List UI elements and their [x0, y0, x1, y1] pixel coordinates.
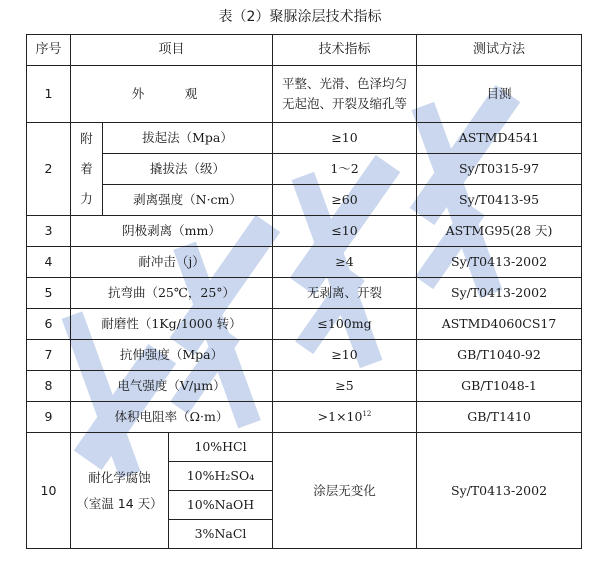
spec-line: 无起泡、开裂及缩孔等 [282, 96, 408, 111]
item-cell: 撬拔法（级） [103, 154, 273, 185]
table-row [27, 247, 582, 278]
spec-cell: 1～2 [273, 154, 417, 185]
spec-cell: ≥60 [273, 185, 417, 216]
table-row [27, 433, 582, 462]
seq-cell: 1 [27, 66, 71, 123]
method-cell: GB/T1410 [417, 402, 582, 433]
spec-exponent: 12 [362, 410, 372, 419]
header-spec: 技术指标 [273, 35, 417, 66]
table-row [27, 185, 582, 216]
method-cell: ASTMG95(28 天) [417, 216, 582, 247]
method-cell: Sy/T0413-2002 [417, 433, 582, 549]
seq-cell: 4 [27, 247, 71, 278]
spec-cell: ≥10 [273, 123, 417, 154]
seq-cell: 9 [27, 402, 71, 433]
spec-cell [273, 66, 417, 123]
item-cell: 抗伸强度（Mpa） [71, 340, 273, 371]
seq-cell: 8 [27, 371, 71, 402]
chemical-cell: 10%HCl [169, 433, 273, 462]
method-cell: ASTMD4060CS17 [417, 309, 582, 340]
table-row [27, 402, 582, 433]
group-char: 着 [80, 161, 93, 176]
group-label-adhesion [71, 123, 103, 216]
item-cell: 耐磨性（1Kg/1000 转） [71, 309, 273, 340]
seq-cell: 10 [27, 433, 71, 549]
item-cell: 阴极剥离（mm） [71, 216, 273, 247]
item-cell: 耐冲击（j） [71, 247, 273, 278]
header-row [27, 35, 582, 66]
item-cell: 抗弯曲（25℃，25°） [71, 278, 273, 309]
header-seq: 序号 [27, 35, 71, 66]
chemical-cell: 10%NaOH [169, 491, 273, 520]
table-row [27, 371, 582, 402]
header-item: 项目 [71, 35, 273, 66]
seq-cell: 2 [27, 123, 71, 216]
spec-table [26, 34, 582, 549]
spec-cell [273, 402, 417, 433]
spec-line: 平整、光滑、色泽均匀 [282, 76, 408, 92]
method-cell: Sy/T0315-97 [417, 154, 582, 185]
seq-cell: 7 [27, 340, 71, 371]
table-row [27, 309, 582, 340]
item-line: （室温 14 天） [76, 495, 163, 511]
table-row [27, 66, 582, 123]
method-cell: Sy/T0413-95 [417, 185, 582, 216]
spec-cell: ≤10 [273, 216, 417, 247]
item-line: 耐化学腐蚀 [88, 469, 151, 485]
table-row [27, 123, 582, 154]
spec-cell: ≤100mg [273, 309, 417, 340]
method-cell: ASTMD4541 [417, 123, 582, 154]
method-cell: GB/T1048-1 [417, 371, 582, 402]
method-cell: Sy/T0413-2002 [417, 278, 582, 309]
spec-cell: 涂层无变化 [273, 433, 417, 549]
item-cell: 拔起法（Mpa） [103, 123, 273, 154]
table-row [27, 340, 582, 371]
chemical-cell: 10%H₂SO₄ [169, 462, 273, 491]
method-cell: 目测 [417, 66, 582, 123]
spec-cell: 无剥离、开裂 [273, 278, 417, 309]
group-char: 附 [80, 131, 93, 146]
chemical-cell: 3%NaCl [169, 520, 273, 549]
table-title: 表（2）聚脲涂层技术指标 [218, 9, 382, 25]
item-cell: 剥离强度（N·cm） [103, 185, 273, 216]
spec-cell: ≥10 [273, 340, 417, 371]
spec-base: >1×10 [317, 409, 363, 425]
method-cell: GB/T1040-92 [417, 340, 582, 371]
spec-cell: ≥4 [273, 247, 417, 278]
spec-cell: ≥5 [273, 371, 417, 402]
seq-cell: 5 [27, 278, 71, 309]
item-cell: 电气强度（V/μm） [71, 371, 273, 402]
method-cell: Sy/T0413-2002 [417, 247, 582, 278]
item-cell: 外 观 [71, 66, 273, 123]
seq-cell: 3 [27, 216, 71, 247]
table-row [27, 216, 582, 247]
seq-cell: 6 [27, 309, 71, 340]
group-char: 力 [80, 191, 93, 206]
item-cell [71, 433, 169, 549]
item-cell: 体积电阻率（Ω·m） [71, 402, 273, 433]
table-row [27, 154, 582, 185]
table-row [27, 278, 582, 309]
header-method: 测试方法 [417, 35, 582, 66]
